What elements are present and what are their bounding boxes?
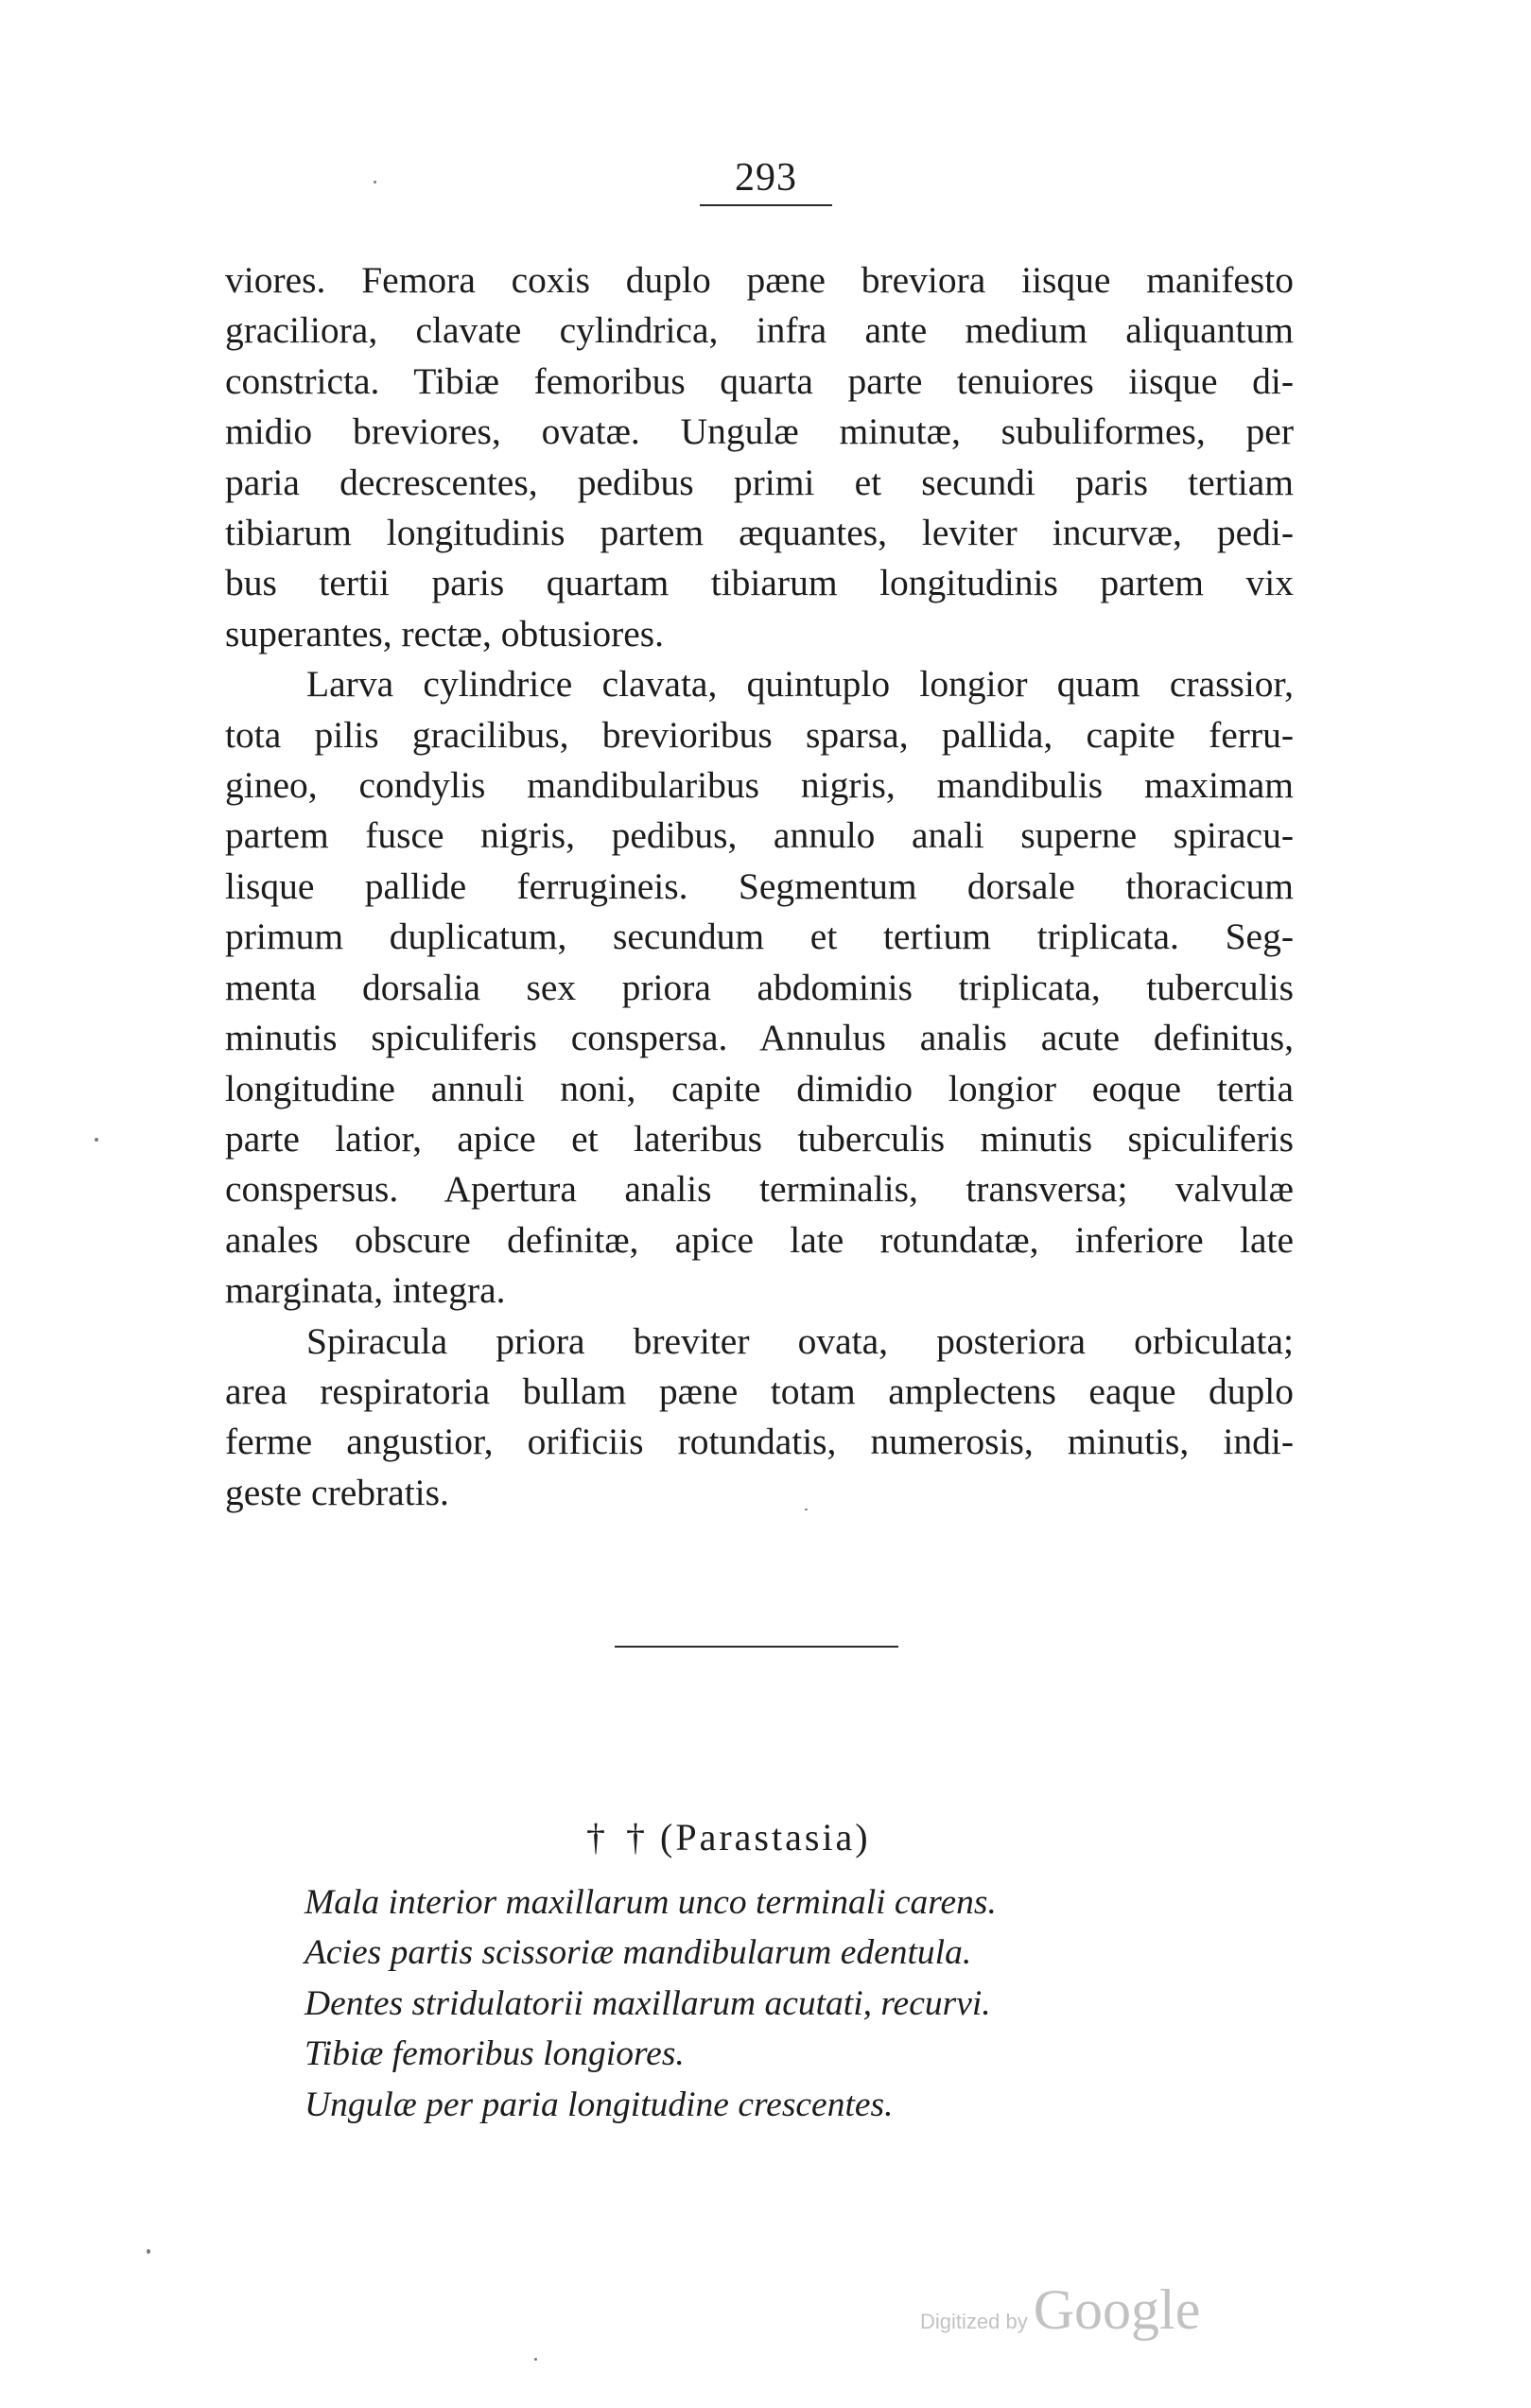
text-line: menta dorsalia sex priora abdominis triplicata, tuberculis — [225, 966, 1294, 1008]
scan-speck — [534, 2358, 537, 2361]
text-line: Larva cylindrice clavata, quintuplo longior quam crassior, — [306, 663, 1294, 706]
text-line: longitudine annuli noni, capite dimidio longior eoque tertia — [225, 1067, 1294, 1109]
text-line: tota pilis gracilibus, brevioribus sparsa, pallida, capite ferru- — [225, 713, 1294, 756]
watermark-prefix: Digitized by — [920, 2310, 1028, 2333]
list-item: Ungulæ per paria longitudine crescentes. — [304, 2085, 894, 2124]
text-line: minutis spiculiferis conspersa. Annulus analis acute definitus, — [225, 1017, 1294, 1059]
text-line: anales obscure definitæ, apice late rotundatæ, inferiore late — [225, 1218, 1294, 1261]
section-title: (Parastasia) — [660, 1816, 871, 1858]
text-line: conspersus. Apertura analis terminalis, transversa; valvulæ — [225, 1168, 1294, 1211]
list-item: Dentes stridulatorii maxillarum acutati, recurvi. — [304, 1983, 991, 2023]
body-text — [225, 255, 1294, 1518]
text-line: superantes, rectæ, obtusiores. — [225, 612, 665, 654]
scan-speck — [95, 1138, 98, 1142]
text-line: paria decrescentes, pedibus primi et secundi paris tertiam — [225, 461, 1294, 503]
text-line: gineo, condylis mandibularibus nigris, mandibulis maximam — [225, 764, 1294, 807]
section-heading — [586, 1814, 983, 1861]
text-line: geste crebratis. — [225, 1471, 449, 1513]
text-line: marginata, integra. — [225, 1269, 506, 1312]
characters-list — [304, 1877, 1156, 2130]
scan-speck — [147, 2249, 150, 2254]
digitized-watermark — [920, 2277, 1200, 2343]
list-item: Mala interior maxillarum unco terminali carens. — [304, 1883, 997, 1922]
text-line: lisque pallide ferrugineis. Segmentum dorsale thoracicum — [225, 864, 1294, 907]
text-line: Spiracula priora breviter ovata, posteriora orbiculata; — [306, 1319, 1294, 1362]
text-line: midio breviores, ovatæ. Ungulæ minutæ, subuliformes, per — [225, 410, 1294, 453]
paragraph-spiracula — [225, 1317, 1294, 1519]
list-item: Acies partis scissoriæ mandibularum edentula. — [304, 1933, 972, 1973]
text-line: constricta. Tibiæ femoribus quarta parte tenuiores iisque di- — [225, 359, 1294, 402]
text-line: partem fusce nigris, pedibus, annulo anali superne spiracu- — [225, 814, 1294, 857]
scan-speck — [805, 1509, 808, 1510]
list-item: Tibiæ femoribus longiores. — [304, 2034, 685, 2074]
page-number: 293 — [735, 156, 797, 200]
text-line: bus tertii paris quartam tibiarum longitudinis partem vix — [225, 562, 1294, 604]
text-line: graciliora, clavate cylindrica, infra ante medium aliquantum — [225, 309, 1294, 352]
paragraph-larva — [225, 659, 1294, 1316]
text-line: viores. Femora coxis duplo pæne breviora iisque manifesto — [225, 259, 1294, 301]
text-line: area respiratoria bullam pæne totam amplectens eaque duplo — [225, 1370, 1294, 1412]
paragraph-legs — [225, 255, 1294, 659]
text-line: parte latior, apice et lateribus tuberculis minutis spiculiferis — [225, 1117, 1294, 1160]
scan-speck — [374, 181, 376, 183]
google-logo: Google — [1033, 2278, 1201, 2341]
text-line: ferme angustior, orificiis rotundatis, numerosis, minutis, indi- — [225, 1421, 1294, 1463]
text-line: tibiarum longitudinis partem æquantes, leviter incurvæ, pedi- — [225, 512, 1294, 554]
section-divider — [615, 1646, 898, 1648]
dagger-marks: † † — [586, 1816, 651, 1858]
page-number-underline — [700, 204, 832, 206]
text-line: primum duplicatum, secundum et tertium triplicata. Seg- — [225, 916, 1294, 958]
